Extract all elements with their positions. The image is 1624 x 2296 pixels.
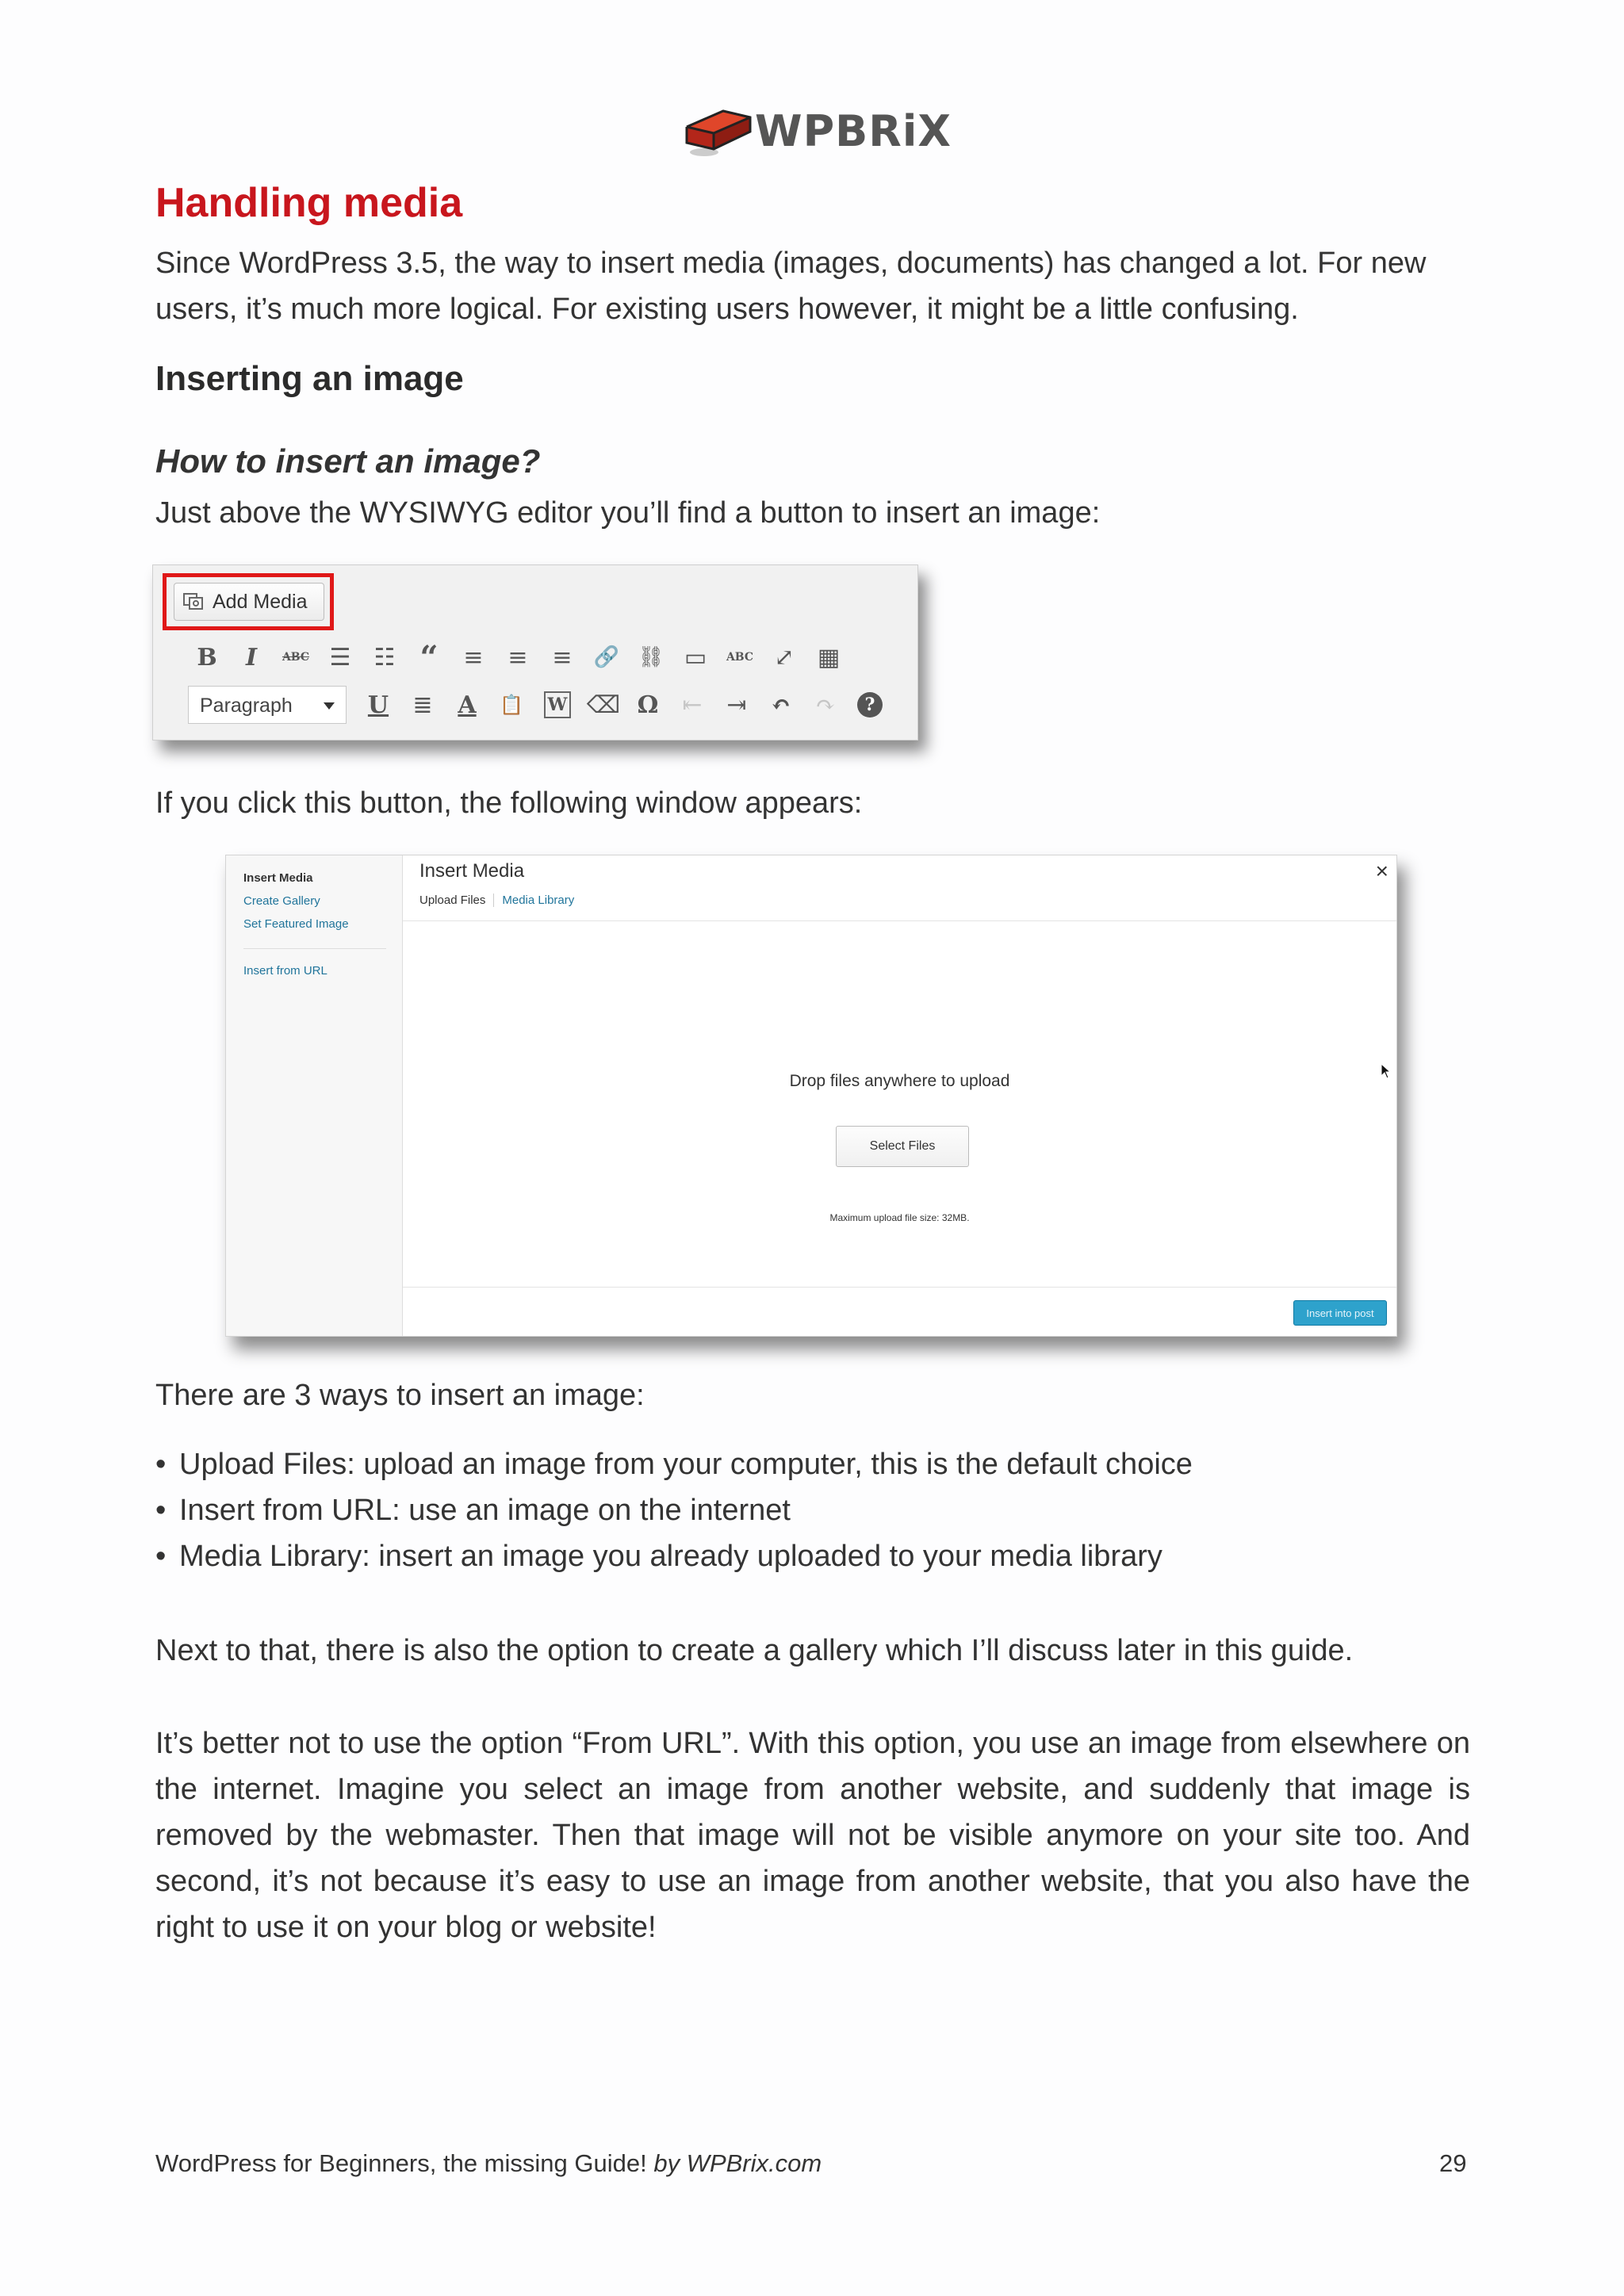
align-left-icon[interactable]: ≡ [463,643,484,672]
footer-by: by WPBrix.com [653,2149,822,2177]
list-item: • Upload Files: upload an image from your computer, this is the default choice [155,1441,1193,1487]
list-item: • Media Library: insert an image you already uploaded to your media library [155,1533,1193,1579]
max-upload-size: Maximum upload file size: 32MB. [829,1212,970,1223]
editor-toolbar-screenshot [152,564,918,740]
page-number: 29 [1439,2149,1467,2177]
indent-icon[interactable]: ⇥ [726,691,747,719]
mouse-cursor-icon [1381,1063,1392,1079]
paste-text-icon[interactable]: 📋 [500,694,523,716]
modal-title: Insert Media [419,860,525,882]
media-icon [182,591,205,611]
ways-list [155,1441,1193,1579]
list-item: • Insert from URL: use an image on the internet [155,1487,1193,1533]
bullet: • [155,1494,167,1527]
strikethrough-icon[interactable]: ABC [282,651,310,664]
undo-icon[interactable]: ↶ [771,691,791,719]
underline-icon[interactable]: U [367,691,389,719]
toolbar-row-1 [185,639,851,675]
bullet: • [155,1540,167,1573]
align-right-icon[interactable]: ≡ [552,643,573,672]
kitchen-sink-icon[interactable]: ▦ [817,643,841,672]
redo-icon[interactable]: ↷ [815,691,836,719]
sidebar-item-insert-from-url[interactable]: Insert from URL [243,964,327,978]
tab-divider [403,920,1396,921]
add-media-label: Add Media [213,591,308,613]
question-heading: How to insert an image? [155,442,541,480]
special-character-icon[interactable]: Ω [637,691,659,719]
blockquote-icon[interactable]: “ [419,638,439,676]
bullet-list-icon[interactable]: ☰ [329,643,351,672]
add-media-button[interactable] [174,583,324,621]
sidebar-item-insert-media[interactable]: Insert Media [243,871,313,885]
brick-icon [682,101,753,159]
toolbar-row-2 [356,687,892,723]
align-center-icon[interactable]: ≡ [508,643,528,672]
ways-intro: There are 3 ways to insert an image: [155,1379,645,1412]
section-title: Inserting an image [155,359,464,398]
toolbar-intro: Just above the WYSIWYG editor you’ll find a button to insert an image: [155,496,1101,530]
bullet: • [155,1448,167,1481]
gallery-note: Next to that, there is also the option to create a gallery which I’ll discuss later in this guide. [155,1634,1354,1667]
link-icon[interactable]: 🔗 [593,645,620,669]
clear-formatting-icon[interactable]: ⌫ [586,691,621,719]
modal-tabs [419,894,574,907]
bold-icon[interactable]: B [197,643,217,672]
footer-title: WordPress for Beginners, the missing Guide! by WPBrix.com [155,2149,822,2177]
numbered-list-icon[interactable]: ☷ [373,643,396,672]
insert-media-modal-screenshot [225,855,1397,1337]
modal-sidebar [226,855,403,1336]
sidebar-divider [243,948,386,949]
unlink-icon[interactable]: ⛓ [638,645,665,669]
page-heading: Handling media [155,180,463,226]
read-more-icon[interactable]: ▭ [684,643,707,672]
paste-word-icon[interactable]: W [544,691,571,718]
help-icon[interactable]: ? [857,692,883,718]
spellcheck-icon[interactable]: ABC [726,651,754,664]
select-files-button[interactable]: Select Files [836,1126,969,1167]
url-warning-paragraph: It’s better not to use the option “From URL”. With this option, you use an image from elsewhere on the internet. Imagine you select an image from another website, and suddenly that image is removed by the webmaster. Then that image will not be visible anymore on your site too. And second, it’s not because it’s easy to use an image from another website, that you also have the right to use it on your blog or website! [155,1727,1470,1944]
insert-into-post-button[interactable]: Insert into post [1293,1300,1387,1326]
close-icon[interactable]: × [1375,859,1388,883]
window-intro: If you click this button, the following window appears: [155,786,863,820]
chevron-down-icon [324,702,335,710]
tab-upload-files[interactable]: Upload Files [419,894,486,907]
text-color-icon[interactable]: A [458,691,477,719]
justify-icon[interactable]: ≣ [412,691,433,719]
logo-text: WPBRiX [755,106,952,156]
tab-media-library[interactable]: Media Library [493,894,574,907]
sidebar-item-create-gallery[interactable]: Create Gallery [243,894,320,908]
sidebar-item-set-featured-image[interactable]: Set Featured Image [243,917,349,931]
intro-paragraph: Since WordPress 3.5, the way to insert media (images, documents) has changed a lot. For new users, it’s much more logical. For existing users however, it might be a little confusing. [155,247,1427,326]
italic-icon[interactable]: I [245,643,258,672]
drop-zone-text: Drop files anywhere to upload [789,1072,1010,1090]
wpbrix-logo [682,101,952,159]
format-select[interactable] [188,686,347,724]
footer-divider [403,1287,1396,1288]
fullscreen-icon[interactable]: ⤢ [774,643,795,672]
format-select-value: Paragraph [200,695,293,717]
outdent-icon[interactable]: ⇤ [682,691,703,719]
